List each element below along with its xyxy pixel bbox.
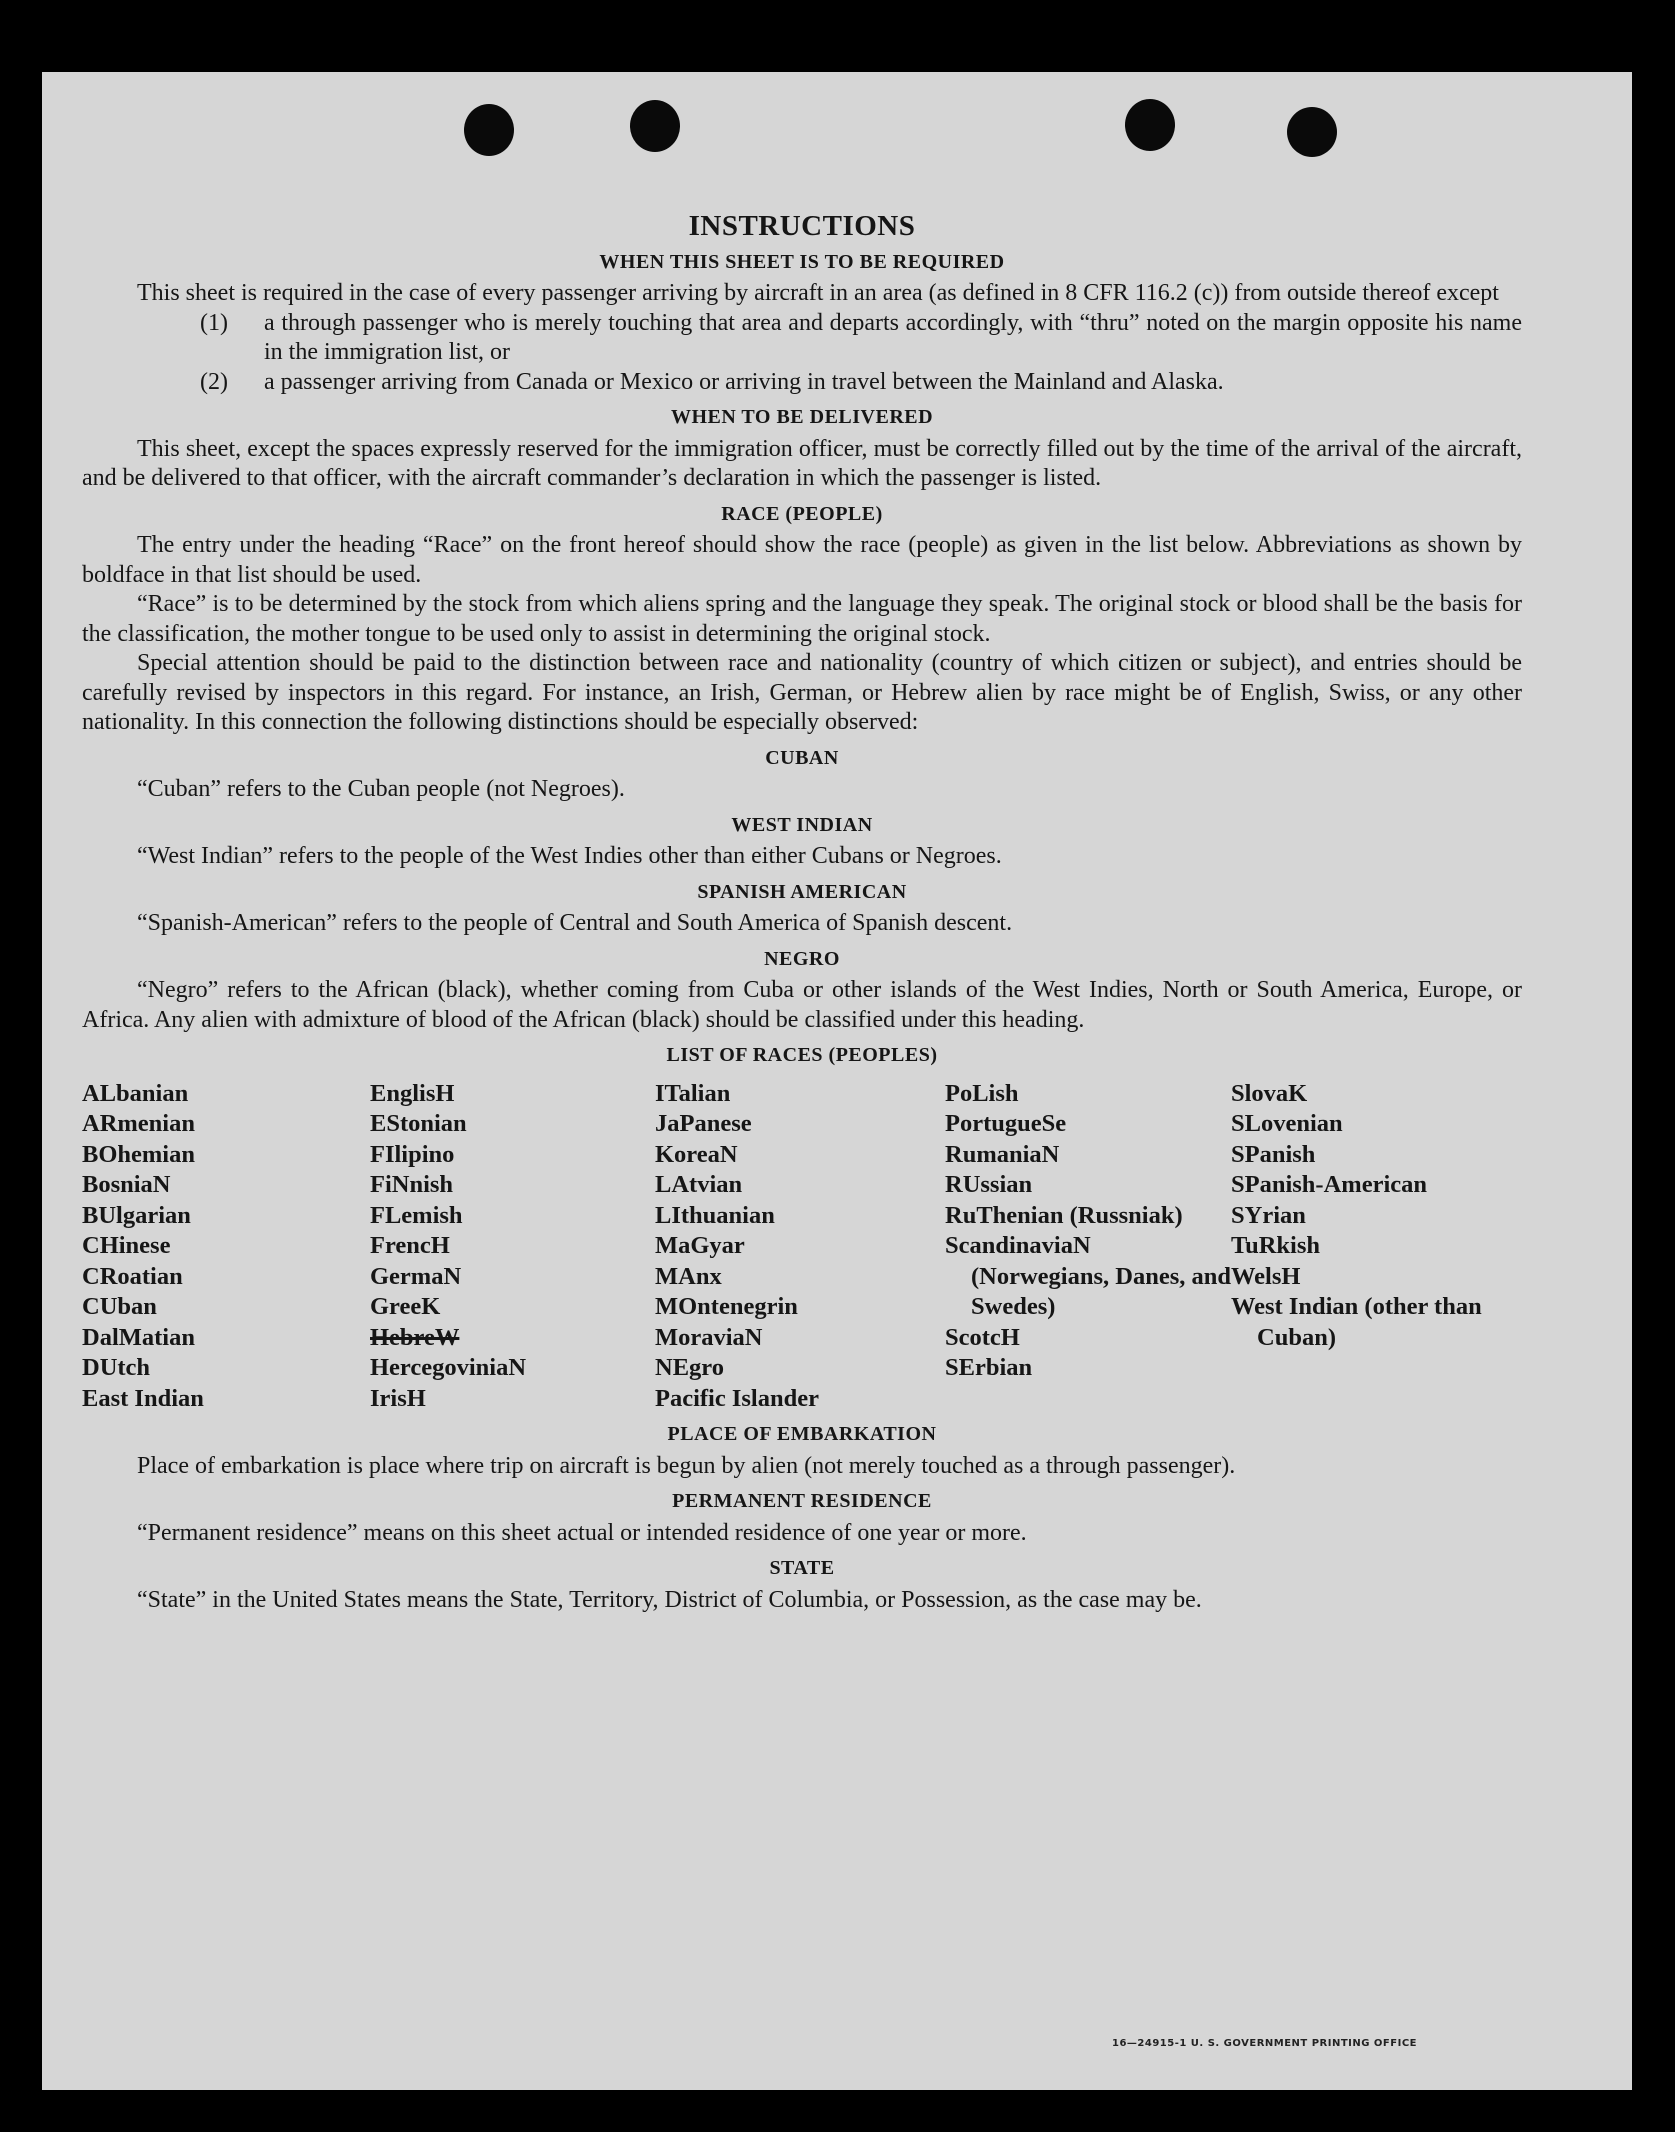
race-column <box>655 1079 945 1415</box>
heading-when-delivered: WHEN TO BE DELIVERED <box>670 406 934 428</box>
race-item: BosniaN <box>82 1171 171 1198</box>
race-item: PortugueSe <box>945 1110 1067 1137</box>
race-item: LAtvian <box>655 1171 743 1198</box>
race-column <box>945 1079 1231 1415</box>
race-item: MoraviaN <box>655 1323 763 1351</box>
heading-spanish-american: SPANISH AMERICAN <box>697 880 907 903</box>
race-item: GreeK <box>370 1293 441 1320</box>
race-item: HercegoviniaN <box>370 1354 527 1381</box>
race-item: KoreaN <box>655 1140 738 1168</box>
race-paragraph-1: The entry under the heading “Race” on the front hereof should show the race (people) as given in the list below. Abbreviations as shown by boldface in that list should be used. <box>82 532 1522 588</box>
race-item-struck: HebreW <box>370 1323 460 1351</box>
race-item: DUtch <box>82 1354 151 1381</box>
race-item: West Indian (other than Cuban) <box>1231 1293 1482 1351</box>
race-item: ITalian <box>655 1079 731 1107</box>
page-title: INSTRUCTIONS <box>688 210 916 242</box>
race-item: Pacific Islander <box>655 1384 819 1412</box>
punch-hole <box>1125 99 1175 151</box>
heading-residence: PERMANENT RESIDENCE <box>672 1490 932 1512</box>
punch-hole <box>630 100 680 152</box>
race-item: RuThenian (Russniak) <box>945 1201 1183 1229</box>
race-item: ARmenian <box>82 1110 195 1137</box>
race-item: WelsH <box>1231 1262 1301 1290</box>
race-item: FIlipino <box>370 1140 455 1168</box>
race-item: BUlgarian <box>82 1201 191 1229</box>
race-paragraph-2: “Race” is to be determined by the stock from which aliens spring and the language they speak. The original stock or blood shall be the basis for the classification, the mother tongue to be used only to assist in determining the original stock. <box>82 591 1522 647</box>
race-item: EStonian <box>370 1110 467 1137</box>
instruction-sheet <box>42 72 1632 2090</box>
race-item: FrencH <box>370 1232 450 1259</box>
race-item: FiNnish <box>370 1171 454 1198</box>
print-code: 16—24915-1 U. S. GOVERNMENT PRINTING OFFICE <box>1112 2038 1417 2049</box>
race-item: GermaN <box>370 1262 462 1290</box>
exception-text: a through passenger who is merely touching that area and departs accordingly, with “thru” noted on the margin opposite his name in the immigration list, or <box>264 309 1522 365</box>
race-item: MAnx <box>655 1262 722 1290</box>
embarkation-text: Place of embarkation is place where trip on aircraft is begun by alien (not merely touched as a through passenger). <box>137 1452 1236 1479</box>
race-item: CRoatian <box>82 1262 183 1290</box>
race-item: NEgro <box>655 1354 724 1381</box>
heading-state: STATE <box>769 1557 835 1579</box>
heading-negro: NEGRO <box>764 947 840 970</box>
race-item: FLemish <box>370 1201 463 1229</box>
spanish-american-text: “Spanish-American” refers to the people of Central and South America of Spanish descent. <box>137 910 1013 936</box>
race-item: SYrian <box>1231 1201 1306 1229</box>
race-item: BOhemian <box>82 1140 195 1168</box>
race-item: MaGyar <box>655 1232 745 1259</box>
race-item: EnglisH <box>370 1079 455 1107</box>
race-item: SErbian <box>945 1354 1033 1381</box>
exception-item <box>200 309 1522 368</box>
state-text: “State” in the United States means the State, Territory, District of Columbia, or Possession, as the case may be. <box>137 1586 1202 1613</box>
race-item: SPanish-American <box>1231 1171 1427 1198</box>
race-item: MOntenegrin <box>655 1293 798 1320</box>
heading-cuban: CUBAN <box>765 746 839 769</box>
race-list <box>82 1079 1522 1415</box>
race-item: LIthuanian <box>655 1201 775 1229</box>
race-item: TuRkish <box>1231 1232 1321 1259</box>
when-delivered-text: This sheet, except the spaces expressly reserved for the immigration officer, must be correctly filled out by the time of the arrival of the aircraft, and be delivered to that officer, with the aircraft commander’s declaration in which the passenger is listed. <box>82 435 1522 491</box>
punch-hole <box>464 104 514 156</box>
race-item: SLovenian <box>1231 1110 1343 1137</box>
heading-embarkation: PLACE OF EMBARKATION <box>667 1423 937 1445</box>
race-column <box>1231 1079 1522 1415</box>
race-item: CHinese <box>82 1232 171 1259</box>
race-item: SPanish <box>1231 1140 1316 1168</box>
race-item: SlovaK <box>1231 1079 1308 1107</box>
heading-list-of-races: LIST OF RACES (PEOPLES) <box>666 1044 938 1066</box>
cuban-text: “Cuban” refers to the Cuban people (not Negroes). <box>137 776 625 802</box>
residence-text: “Permanent residence” means on this sheet actual or intended residence of one year or more. <box>137 1519 1027 1546</box>
race-item: PoLish <box>945 1079 1019 1107</box>
exception-item <box>200 368 1522 398</box>
race-item: ScandinaviaN (Norwegians, Danes, and Swedes) <box>945 1232 1231 1320</box>
race-item: ScotcH <box>945 1323 1020 1351</box>
negro-text: “Negro” refers to the African (black), whether coming from Cuba or other islands of the West Indies, North or South America, Europe, or Africa. Any alien with admixture of blood of the African (black) should be classified under this heading. <box>82 977 1522 1033</box>
race-item: DalMatian <box>82 1323 195 1351</box>
race-item: RUssian <box>945 1171 1033 1198</box>
race-column <box>370 1079 655 1415</box>
punch-hole <box>1287 107 1337 157</box>
race-item: East Indian <box>82 1384 204 1412</box>
race-column <box>82 1079 370 1415</box>
when-required-intro: This sheet is required in the case of every passenger arriving by aircraft in an area (as defined in 8 CFR 116.2 (c)) from outside thereof except <box>137 280 1499 306</box>
heading-when-required: WHEN THIS SHEET IS TO BE REQUIRED <box>599 250 1005 273</box>
race-item: JaPanese <box>655 1110 752 1137</box>
race-item: IrisH <box>370 1384 426 1412</box>
race-item: RumaniaN <box>945 1140 1060 1168</box>
race-item: CUban <box>82 1293 157 1320</box>
race-item: ALbanian <box>82 1079 189 1107</box>
race-paragraph-3: Special attention should be paid to the distinction between race and nationality (country of which citizen or subject), and entries should be carefully revised by inspectors in this regard. For instance, an Irish, German, or Hebrew alien by race might be of English, Swiss, or any other nationality. In this connection the following distinctions should be especially observed: <box>82 650 1522 735</box>
exception-text: a passenger arriving from Canada or Mexico or arriving in travel between the Mainland and Alaska. <box>264 368 1224 395</box>
west-indian-text: “West Indian” refers to the people of the West Indies other than either Cubans or Negroes. <box>137 843 1002 869</box>
instructions-body <box>82 212 1522 1615</box>
exception-number: (1) <box>200 309 228 336</box>
exception-number: (2) <box>200 368 228 395</box>
heading-west-indian: WEST INDIAN <box>731 813 873 836</box>
heading-race: RACE (PEOPLE) <box>721 502 883 525</box>
